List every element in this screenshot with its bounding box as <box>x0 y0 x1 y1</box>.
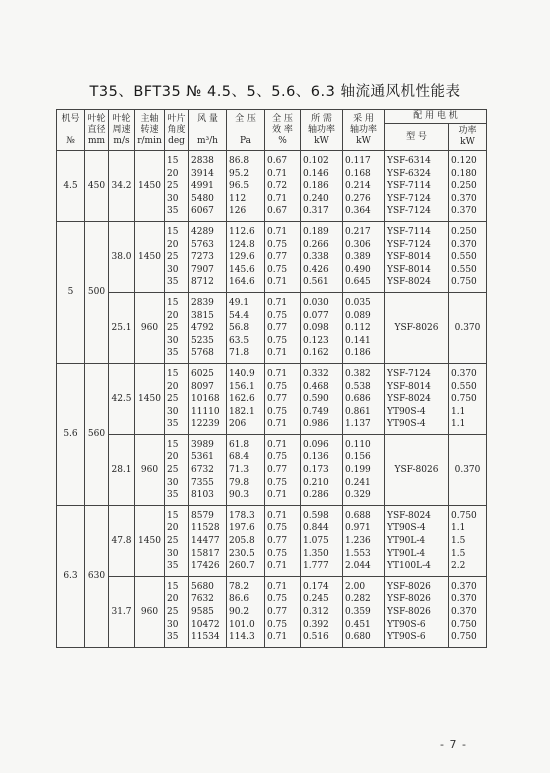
flow-cell: 8579 11528 14477 15817 17426 <box>189 505 227 576</box>
diameter-cell: 450 <box>85 151 109 222</box>
machine-no-cell: 5.6 <box>57 363 85 505</box>
efficiency-cell: 0.71 0.75 0.77 0.75 0.71 <box>265 363 301 434</box>
tip-speed-cell: 28.1 <box>109 434 135 505</box>
col-machine-no-header: 机号 № <box>57 110 85 151</box>
table-row <box>57 292 487 363</box>
col-angle-header: 叶片 角度 deg <box>165 110 189 151</box>
angle-cell: 15 20 25 30 35 <box>165 505 189 576</box>
efficiency-cell: 0.67 0.71 0.72 0.71 0.67 <box>265 151 301 222</box>
required-power-cell: 0.102 0.146 0.186 0.240 0.317 <box>301 151 343 222</box>
pressure-cell: 86.8 95.2 96.5 112 126 <box>227 151 265 222</box>
rpm-cell: 960 <box>135 434 165 505</box>
table-row <box>57 576 487 647</box>
pressure-cell: 178.3 197.6 205.8 230.5 260.7 <box>227 505 265 576</box>
flow-cell: 2839 3815 4792 5235 5768 <box>189 292 227 363</box>
adopted-power-cell: 0.688 0.971 1.236 1.553 2.044 <box>343 505 385 576</box>
adopted-power-cell: 2.00 0.282 0.359 0.451 0.680 <box>343 576 385 647</box>
performance-table <box>56 109 487 648</box>
pressure-cell: 140.9 156.1 162.6 182.1 206 <box>227 363 265 434</box>
tip-speed-cell: 42.5 <box>109 363 135 434</box>
motor-power-cell: 0.370 0.550 0.750 1.1 1.1 <box>449 363 487 434</box>
rpm-cell: 960 <box>135 292 165 363</box>
header-row <box>57 110 487 124</box>
diameter-cell: 630 <box>85 505 109 647</box>
pressure-cell: 49.1 54.4 56.8 63.5 71.8 <box>227 292 265 363</box>
rpm-cell: 960 <box>135 576 165 647</box>
table-row <box>57 151 487 222</box>
motor-power-cell: 0.250 0.370 0.550 0.550 0.750 <box>449 221 487 292</box>
adopted-power-cell: 0.217 0.306 0.389 0.490 0.645 <box>343 221 385 292</box>
motor-model-header: 型 号 <box>385 124 449 151</box>
motor-power-cell: 0.750 1.1 1.5 1.5 2.2 <box>449 505 487 576</box>
diameter-cell: 560 <box>85 363 109 505</box>
tip-speed-cell: 47.8 <box>109 505 135 576</box>
required-power-cell: 0.174 0.245 0.312 0.392 0.516 <box>301 576 343 647</box>
required-power-cell: 0.332 0.468 0.590 0.749 0.986 <box>301 363 343 434</box>
diameter-cell: 500 <box>85 221 109 363</box>
angle-cell: 15 20 25 30 35 <box>165 434 189 505</box>
angle-cell: 15 20 25 30 35 <box>165 151 189 222</box>
tip-speed-cell: 25.1 <box>109 292 135 363</box>
flow-cell: 6025 8097 10168 11110 12239 <box>189 363 227 434</box>
machine-no-cell: 5 <box>57 221 85 363</box>
motor-model-cell: YSF-8026 YSF-8026 YSF-8026 YT90S-6 YT90S-6 <box>385 576 449 647</box>
motor-model-cell: YSF-8026 <box>385 434 449 505</box>
motor-power-cell: 0.370 <box>449 434 487 505</box>
adopted-power-cell: 0.382 0.538 0.686 0.861 1.137 <box>343 363 385 434</box>
col-adopted-power-header: 采 用 轴功率 kW <box>343 110 385 151</box>
efficiency-cell: 0.71 0.75 0.77 0.75 0.71 <box>265 221 301 292</box>
motor-model-cell: YSF-7114 YSF-7124 YSF-8014 YSF-8014 YSF-8024 <box>385 221 449 292</box>
col-pressure-header: 全 压 Pa <box>227 110 265 151</box>
flow-cell: 3989 5361 6732 7355 8103 <box>189 434 227 505</box>
flow-cell: 5680 7632 9585 10472 11534 <box>189 576 227 647</box>
motor-model-cell: YSF-7124 YSF-8014 YSF-8024 YT90S-4 YT90S-4 <box>385 363 449 434</box>
flow-cell: 4289 5763 7273 7907 8712 <box>189 221 227 292</box>
pressure-cell: 78.2 86.6 90.2 101.0 114.3 <box>227 576 265 647</box>
col-tip-speed-header: 叶轮 周速 m/s <box>109 110 135 151</box>
table-row <box>57 434 487 505</box>
efficiency-cell: 0.71 0.75 0.77 0.75 0.71 <box>265 434 301 505</box>
motor-power-cell: 0.370 <box>449 292 487 363</box>
required-power-cell: 0.030 0.077 0.098 0.123 0.162 <box>301 292 343 363</box>
col-diameter-header: 叶轮 直径 mm <box>85 110 109 151</box>
col-required-power-header: 所 需 轴功率 kW <box>301 110 343 151</box>
efficiency-cell: 0.71 0.75 0.77 0.75 0.71 <box>265 292 301 363</box>
motor-header: 配 用 电 机 <box>385 110 487 124</box>
motor-model-cell: YSF-8026 <box>385 292 449 363</box>
motor-power-cell: 0.120 0.180 0.250 0.370 0.370 <box>449 151 487 222</box>
machine-no-cell: 4.5 <box>57 151 85 222</box>
tip-speed-cell: 31.7 <box>109 576 135 647</box>
tip-speed-cell: 34.2 <box>109 151 135 222</box>
motor-model-cell: YSF-6314 YSF-6324 YSF-7114 YSF-7124 YSF-7124 <box>385 151 449 222</box>
adopted-power-cell: 0.110 0.156 0.199 0.241 0.329 <box>343 434 385 505</box>
required-power-cell: 0.598 0.844 1.075 1.350 1.777 <box>301 505 343 576</box>
col-efficiency-header: 全 压 效 率 % <box>265 110 301 151</box>
table-row <box>57 505 487 576</box>
efficiency-cell: 0.71 0.75 0.77 0.75 0.71 <box>265 505 301 576</box>
col-rpm-header: 主轴 转速 r/min <box>135 110 165 151</box>
table-row <box>57 221 487 292</box>
flow-cell: 2838 3914 4991 5480 6067 <box>189 151 227 222</box>
motor-power-cell: 0.370 0.370 0.370 0.750 0.750 <box>449 576 487 647</box>
page-number: - 7 - <box>440 738 467 751</box>
required-power-cell: 0.096 0.136 0.173 0.210 0.286 <box>301 434 343 505</box>
tip-speed-cell: 38.0 <box>109 221 135 292</box>
angle-cell: 15 20 25 30 35 <box>165 292 189 363</box>
motor-model-cell: YSF-8024 YT90S-4 YT90L-4 YT90L-4 YT100L-4 <box>385 505 449 576</box>
adopted-power-cell: 0.035 0.089 0.112 0.141 0.186 <box>343 292 385 363</box>
col-flow-header: 风 量 m³/h <box>189 110 227 151</box>
rpm-cell: 1450 <box>135 505 165 576</box>
motor-power-header: 功率 kW <box>449 124 487 151</box>
angle-cell: 15 20 25 30 35 <box>165 363 189 434</box>
rpm-cell: 1450 <box>135 221 165 292</box>
pressure-cell: 61.8 68.4 71.3 79.8 90.3 <box>227 434 265 505</box>
rpm-cell: 1450 <box>135 363 165 434</box>
adopted-power-cell: 0.117 0.168 0.214 0.276 0.364 <box>343 151 385 222</box>
rpm-cell: 1450 <box>135 151 165 222</box>
angle-cell: 15 20 25 30 35 <box>165 576 189 647</box>
required-power-cell: 0.189 0.266 0.338 0.426 0.561 <box>301 221 343 292</box>
angle-cell: 15 20 25 30 35 <box>165 221 189 292</box>
efficiency-cell: 0.71 0.75 0.77 0.75 0.71 <box>265 576 301 647</box>
page-title: T35、BFT35 № 4.5、5、5.6、6.3 轴流通风机性能表 <box>89 84 461 100</box>
machine-no-cell: 6.3 <box>57 505 85 647</box>
table-row <box>57 363 487 434</box>
pressure-cell: 112.6 124.8 129.6 145.6 164.6 <box>227 221 265 292</box>
